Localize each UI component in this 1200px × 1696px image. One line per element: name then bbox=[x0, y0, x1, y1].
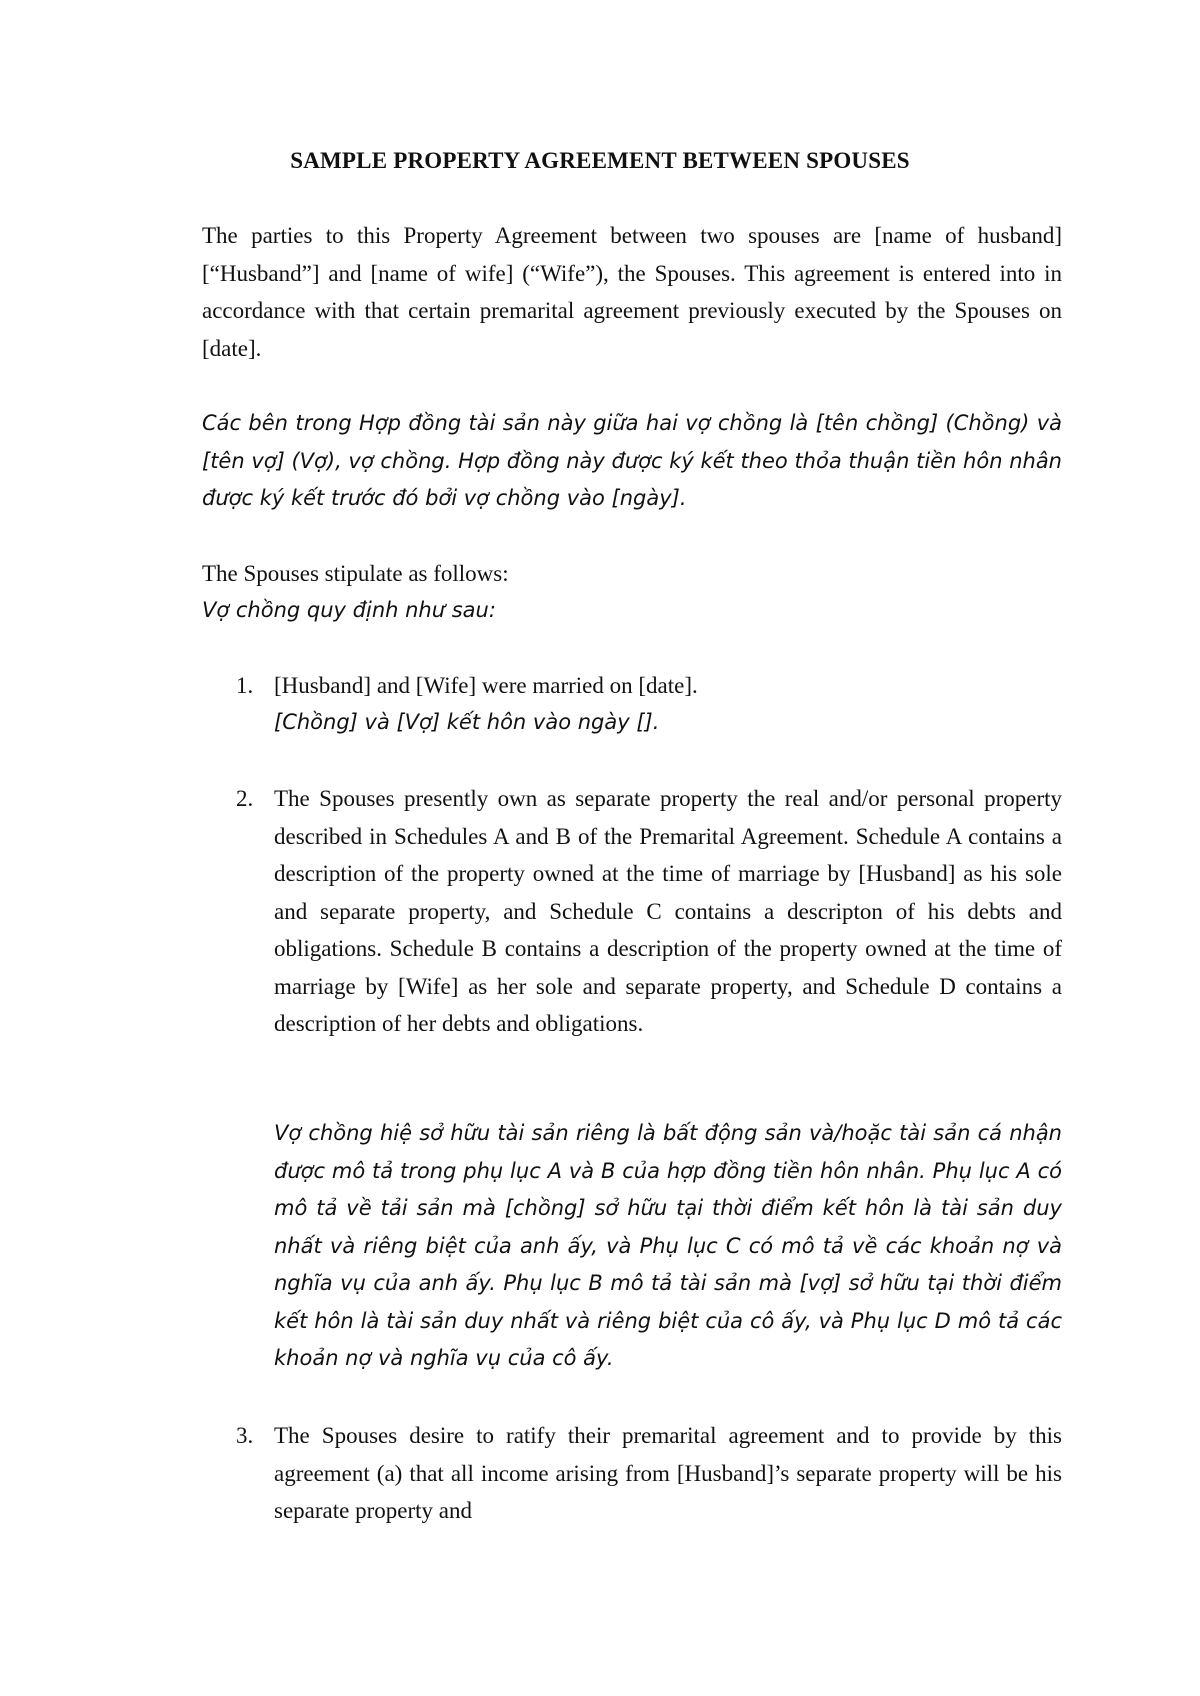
intro-paragraph-en: The parties to this Property Agreement between two spouses are [name of husband] [“Husband”] and [name of wife] (“Wife”), the Spouses. This agreement is entered into in accordance with that certain premarital agreement previously executed by the Spouses on [date]. bbox=[202, 223, 1062, 361]
list-item-text-en: The Spouses presently own as separate property the real and/or personal property described in Schedules A and B of the Premarital Agreement. Schedule A contains a description of the property owned at the time of marriage by [Husband] as his sole and separate property, and Schedule C contains a descripton of his debts and obligations. Schedule B contains a description of the property owned at the time of marriage by [Wife] as her sole and separate property, and Schedule D contains a description of her debts and obligations. bbox=[274, 786, 1062, 1036]
intro-paragraph-vi: Các bên trong Hợp đồng tài sản này giữa hai vợ chồng là [tên chồng] (Chồng) và [tên vợ] (Vợ), vợ chồng. Hợp đồng này được ký kết theo thỏa thuận tiền hôn nhân được ký kết trước đó bởi vợ chồng vào [ngày]. bbox=[202, 411, 1062, 510]
list-item-text-en: [Husband] and [Wife] were married on [date]. bbox=[274, 673, 698, 698]
list-item-text-vi: Vợ chồng hiệ sở hữu tài sản riêng là bất động sản và/hoặc tài sản cá nhận được mô tả trong phụ lục A và B của hợp đồng tiền hôn nhân. Phụ lục A có mô tả về tải sản mà [chồng] sở hữu tại thời điểm kết hôn là tài sản duy nhất và riêng biệt của anh ấy, và Phụ lục C có mô tả về các khoản nợ và nghĩa vụ của anh ấy. Phụ lục B mô tả tài sản mà [vợ] sở hữu tại thời điểm kết hôn là tài sản duy nhất và riêng biệt của cô ấy, và Phụ lục D mô tả các khoản nợ và nghĩa vụ của cô ấy. bbox=[274, 1121, 1062, 1370]
list-item-number: 2. bbox=[236, 786, 254, 811]
document-title: SAMPLE PROPERTY AGREEMENT BETWEEN SPOUSES bbox=[290, 148, 910, 173]
stipulate-heading-en: The Spouses stipulate as follows: bbox=[202, 561, 509, 586]
stipulate-heading-vi: Vợ chồng quy định như sau: bbox=[202, 598, 496, 622]
list-item-text-en: The Spouses desire to ratify their premarital agreement and to provide by this agreement (a) that all income arising from [Husband]’s separate property will be his separate property and bbox=[274, 1423, 1062, 1523]
list-item-text-vi: [Chồng] và [Vợ] kết hôn vào ngày []. bbox=[274, 710, 660, 734]
list-item-number: 3. bbox=[236, 1423, 254, 1448]
list-item-number: 1. bbox=[236, 673, 254, 698]
